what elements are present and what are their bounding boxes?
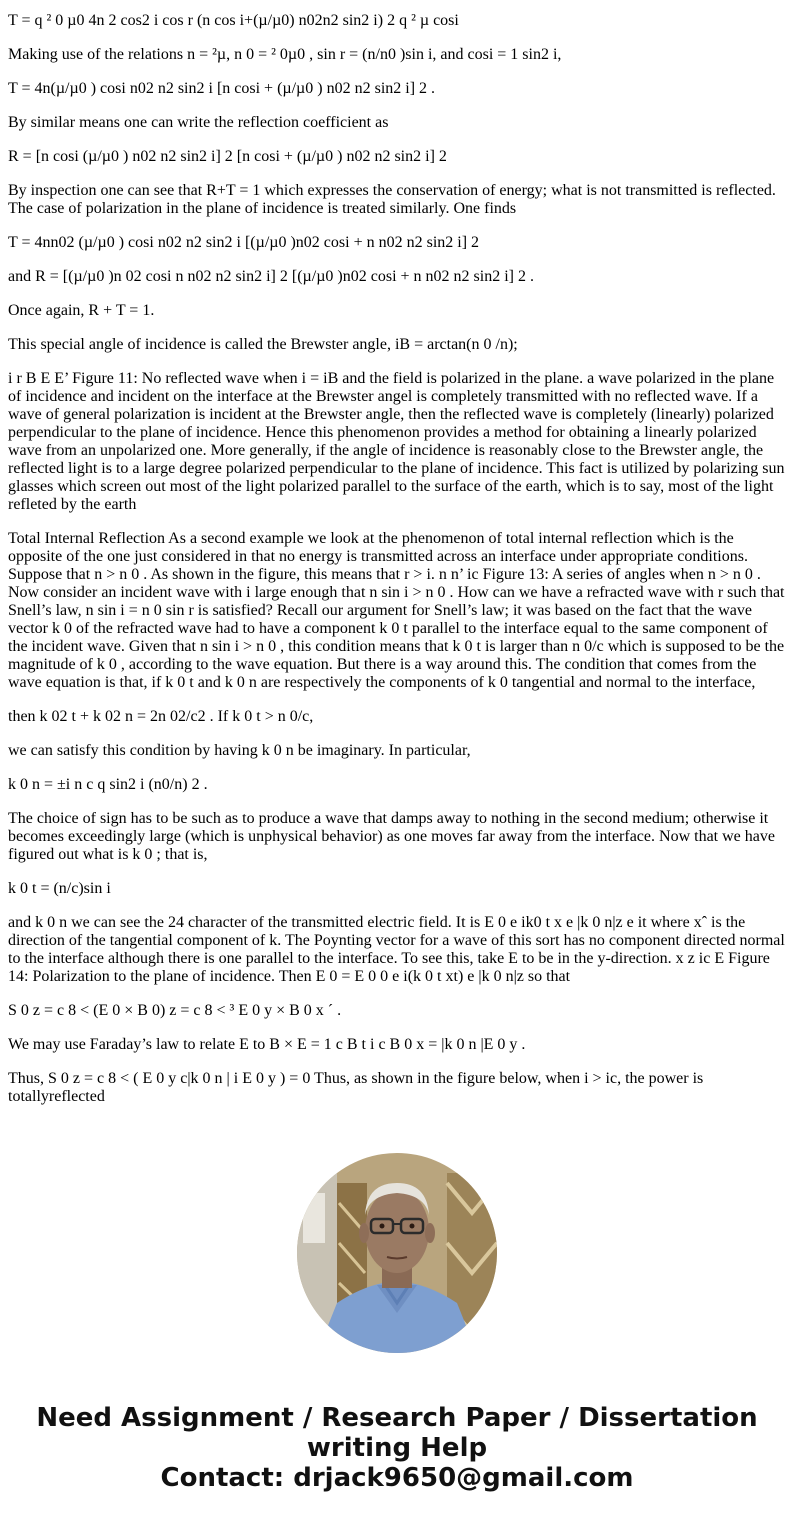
paragraph: Thus, S 0 z = c 8 < ( E 0 y c|k 0 n | i E 0 y ) = 0 Thus, as shown in the figure below, when i > ic, the power is totallyreflected — [8, 1070, 704, 1105]
paragraph: Total Internal Reflection As a second example we look at the phenomenon of total internal reflection which is the opposite of the one just considered in that no energy is transmitted across an interface under appropriate conditions. Suppose that n > n 0 . As shown in the figure, this means that r > i. n n’ ic Figure 13: A series of angles when n > n 0 . Now consider an incident wave with i large enough that n sin i > n 0 . How can we have a refracted wave with r such that Snell’s law, n sin i = n 0 sin r is satisfied? Recall our argument for Snell’s law; it was based on the fact that the wave vector k 0 of the refracted wave had to have a component k 0 t parallel to the interface equal to the same component of the incident wave. Given that n sin i > n 0 , this condition means that k 0 t is larger than n 0/c which is supposed to be the magnitude of k 0 , according to the wave equation. But there is a way around this. The condition that comes from the wave equation is that, if k 0 t and k 0 n are respectively the components of k 0 tangential and normal to the interface, — [8, 530, 785, 691]
paragraph: The choice of sign has to be such as to produce a wave that damps away to nothing in the second medium; otherwise it becomes exceedingly large (which is unphysical behavior) as one moves far away from the interface. Now that we have figured out what is k 0 ; that is, — [8, 810, 775, 863]
paragraph: We may use Faraday’s law to relate E to B × E = 1 c B t i c B 0 x = |k 0 n |E 0 y . — [8, 1036, 526, 1053]
paragraph: T = 4n(µ/µ0 ) cosi n02 n2 sin2 i [n cosi + (µ/µ0 ) n02 n2 sin2 i] 2 . — [8, 80, 436, 97]
document-body — [8, 0, 786, 1122]
paragraph: S 0 z = c 8 < (E 0 × B 0) z = c 8 < ³ E 0 y × B 0 x ´ . — [8, 1002, 342, 1019]
paragraph: By similar means one can write the reflection coefficient as — [8, 114, 389, 131]
paragraph: k 0 t = (n/c)sin i — [8, 880, 111, 897]
paragraph: R = [n cosi (µ/µ0 ) n02 n2 sin2 i] 2 [n cosi + (µ/µ0 ) n02 n2 sin2 i] 2 — [8, 148, 447, 165]
paragraph: k 0 n = ±i n c q sin2 i (n0/n) 2 . — [8, 776, 208, 793]
paragraph: i r B E E’ Figure 11: No reflected wave when i = iB and the field is polarized in the plane. a wave polarized in the plane of incidence and incident on the interface at the Brewster angel is completely transmitted with no reflected wave. If a wave of general polarization is incident at the Brewster angle, then the reflected wave is completely (linearly) polarized perpendicular to the plane of incidence. Hence this phenomenon provides a method for obtaining a linearly polarized wave from an unpolarized one. More generally, if the angle of incidence is reasonably close to the Brewster angle, the reflected light is to a large degree polarized perpendicular to the plane of incidence. This fact is utilized by polarizing sun glasses which screen out most of the light polarized parallel to the surface of the earth, which is to say, most of the light refleted by the earth — [8, 370, 785, 513]
contact-banner — [0, 1403, 794, 1493]
author-portrait — [297, 1153, 497, 1353]
cta-line-3: Contact: drjack9650@gmail.com — [160, 1463, 634, 1493]
paragraph: we can satisfy this condition by having k 0 n be imaginary. In particular, — [8, 742, 471, 759]
paragraph: Once again, R + T = 1. — [8, 302, 155, 319]
paragraph: and k 0 n we can see the 24 character of the transmitted electric field. It is E 0 e ik0 t x e |k 0 n|z e it where xˆ is the direction of the tangential component of k. The Poynting vector for a wave of this sort has no component directed normal to the interface although there is one parallel to the interface. To see this, take E to be in the y-direction. x z ic E Figure 14: Polarization to the plane of incidence. Then E 0 = E 0 0 e i(k 0 t xt) e |k 0 n|z so that — [8, 914, 785, 985]
paragraph: then k 02 t + k 02 n = 2n 02/c2 . If k 0 t > n 0/c, — [8, 708, 314, 725]
paragraph: Making use of the relations n = ²µ, n 0 = ² 0µ0 , sin r = (n/n0 )sin i, and cosi = 1 sin2 i, — [8, 46, 562, 63]
cta-line-1: Need Assignment / Research Paper / Dissertation — [36, 1403, 758, 1433]
author-avatar — [297, 1153, 497, 1353]
cta-line-2: writing Help — [306, 1433, 488, 1463]
paragraph: This special angle of incidence is called the Brewster angle, iB = arctan(n 0 /n); — [8, 336, 518, 353]
paragraph: T = q ² 0 µ0 4n 2 cos2 i cos r (n cos i+(µ/µ0) n02n2 sin2 i) 2 q ² µ cosi — [8, 12, 459, 29]
paragraph: T = 4nn02 (µ/µ0 ) cosi n02 n2 sin2 i [(µ/µ0 )n02 cosi + n n02 n2 sin2 i] 2 — [8, 234, 480, 251]
paragraph: By inspection one can see that R+T = 1 which expresses the conservation of energy; what is not transmitted is reflected. The case of polarization in the plane of incidence is treated similarly. One finds — [8, 182, 776, 217]
paragraph: and R = [(µ/µ0 )n 02 cosi n n02 n2 sin2 i] 2 [(µ/µ0 )n02 cosi + n n02 n2 sin2 i] 2 . — [8, 268, 534, 285]
